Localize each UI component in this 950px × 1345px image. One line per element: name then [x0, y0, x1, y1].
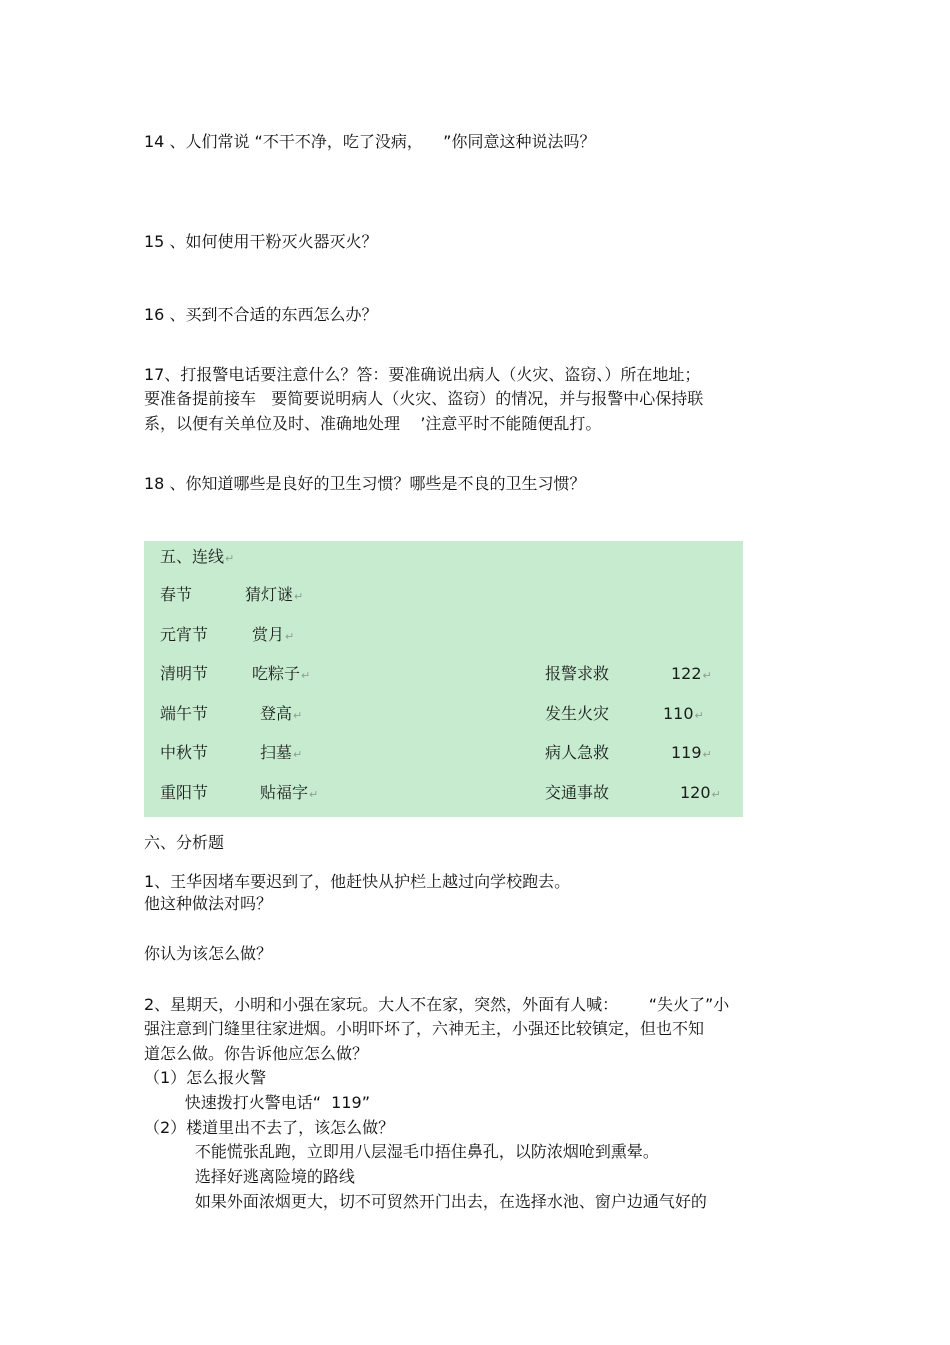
- analysis-line: 道怎么做。你告诉他应怎么做？: [144, 1044, 369, 1063]
- emergency-number-text: 122: [671, 664, 702, 683]
- festival-custom: [260, 743, 302, 765]
- festival-custom: [252, 664, 310, 686]
- return-mark-icon: ↵: [294, 590, 304, 603]
- festival-custom: [260, 704, 302, 726]
- return-mark-icon: ↵: [301, 669, 311, 682]
- analysis-line: 强注意到门缝里往家进烟。小明吓坏了，六神无主，小强还比较镇定，但也不知: [144, 1019, 705, 1038]
- analysis-line: 快速拨打火警电话“ 119”: [144, 1093, 370, 1112]
- festival-custom-text: 赏月: [252, 625, 285, 644]
- emergency-number-text: 120: [680, 783, 711, 802]
- emergency-number: [680, 783, 721, 805]
- emergency-number-text: 110: [663, 704, 694, 723]
- festival-custom-text: 贴福字: [260, 783, 309, 802]
- festival-custom-text: 吃粽子: [252, 664, 301, 683]
- festival-custom: [245, 585, 303, 607]
- analysis-line: 不能慌张乱跑，立即用八层湿毛巾捂住鼻孔，以防浓烟呛到熏晕。: [144, 1142, 659, 1161]
- question-17-line-1: 17、打报警电话要注意什么？答：要准确说出病人（火灾、盗窃、）所在地址；: [144, 365, 701, 384]
- festival-custom-text: 扫墓: [260, 743, 293, 762]
- return-mark-icon: ↵: [293, 748, 303, 761]
- festival-name: 端午节: [160, 704, 209, 723]
- festival-custom-text: 登高: [260, 704, 293, 723]
- emergency-name: 报警求救: [545, 664, 610, 683]
- emergency-name: 病人急救: [545, 743, 610, 762]
- festival-name: 元宵节: [160, 625, 209, 644]
- return-mark-icon: ↵: [702, 669, 712, 682]
- question-17-line-2: 要准备提前接车 要简要说明病人（火灾、盗窃）的情况，并与报警中心保持联: [144, 389, 704, 408]
- festival-custom-text: 猜灯谜: [245, 585, 294, 604]
- emergency-number: [663, 704, 704, 726]
- emergency-number-text: 119: [671, 743, 702, 762]
- question-15: 15 、如何使用干粉灭火器灭火？: [144, 232, 378, 251]
- return-mark-icon: ↵: [702, 748, 712, 761]
- matching-title: [160, 547, 234, 569]
- emergency-name: 交通事故: [545, 783, 610, 802]
- return-mark-icon: ↵: [309, 788, 319, 801]
- matching-title-text: 五、连线: [160, 547, 225, 566]
- analysis-line: 如果外面浓烟更大，切不可贸然开门出去，在选择水池、窗户边通气好的: [144, 1192, 707, 1211]
- festival-custom: [252, 625, 294, 647]
- analysis-line: 你认为该怎么做？: [144, 944, 273, 963]
- emergency-number: [671, 743, 712, 765]
- return-mark-icon: ↵: [711, 788, 721, 801]
- question-17-line-3: 系，以便有关单位及时、准确地处理 ’注意平时不能随便乱打。: [144, 414, 602, 433]
- festival-name: 清明节: [160, 664, 209, 683]
- return-mark-icon: ↵: [293, 709, 303, 722]
- return-mark-icon: ↵: [225, 552, 235, 565]
- question-16: 16 、买到不合适的东西怎么办？: [144, 305, 378, 324]
- return-mark-icon: ↵: [694, 709, 704, 722]
- festival-name: 中秋节: [160, 743, 209, 762]
- analysis-title: 六、分析题: [144, 833, 225, 852]
- question-18: 18 、你知道哪些是良好的卫生习惯？哪些是不良的卫生习惯？: [144, 474, 586, 493]
- festival-name: 重阳节: [160, 783, 209, 802]
- return-mark-icon: ↵: [285, 630, 295, 643]
- festival-name: 春节: [160, 585, 193, 604]
- emergency-name: 发生火灾: [545, 704, 610, 723]
- analysis-line: 他这种做法对吗？: [144, 894, 273, 913]
- analysis-line: 选择好逃离险境的路线: [144, 1167, 355, 1186]
- festival-custom: [260, 783, 318, 805]
- analysis-line: （1）怎么报火警: [144, 1068, 267, 1087]
- analysis-line: （2）楼道里出不去了，该怎么做？: [144, 1118, 395, 1137]
- matching-section: [144, 541, 743, 817]
- question-14: 14 、人们常说 “不干不净，吃了没病， ”你同意这种说法吗？: [144, 132, 596, 151]
- emergency-number: [671, 664, 712, 686]
- analysis-line: 2、星期天，小明和小强在家玩。大人不在家，突然，外面有人喊： “失火了”小: [144, 995, 730, 1014]
- analysis-line: 1、王华因堵车要迟到了，他赶快从护栏上越过向学校跑去。: [144, 872, 571, 891]
